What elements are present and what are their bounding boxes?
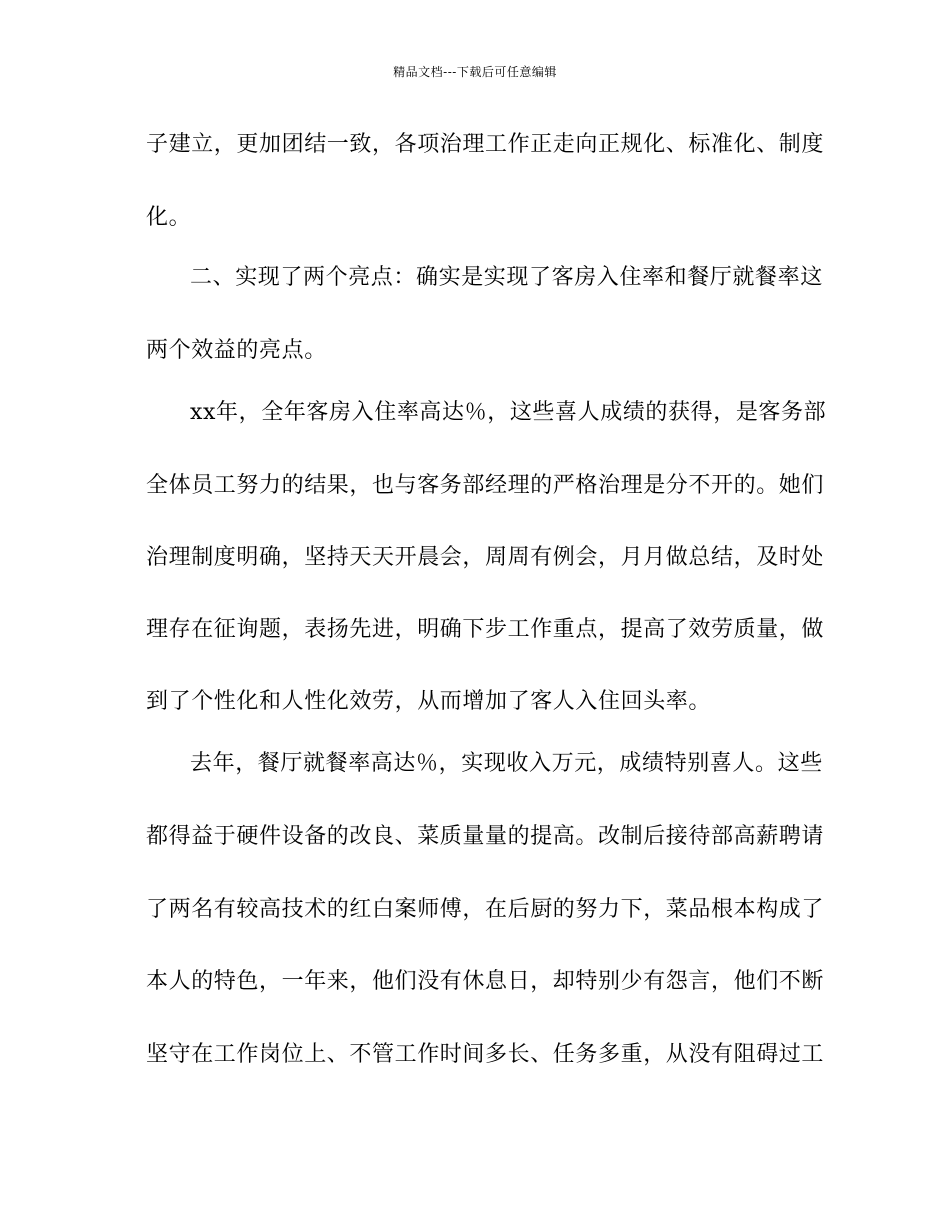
page-header: 精品文档---下载后可任意编辑 [393,65,557,79]
text-line: 坚守在工作岗位上、不管工作时间多长、任务多重，从没有阻碍过工 [146,1042,825,1067]
text-line: 到了个性化和人性化效劳，从而增加了客人入住回头率。 [146,689,712,714]
text-line: 了两名有较高技术的红白案师傅，在后厨的努力下，菜品根本构成了 [146,897,825,922]
text-line: 化。 [146,205,192,230]
text-line: 全体员工努力的结果，也与客务部经理的严格治理是分不开的。她们 [146,473,825,498]
text-line: 子建立，更加团结一致，各项治理工作正走向正规化、标准化、制度 [146,132,825,157]
text-line: 都得益于硬件设备的改良、菜质量量的提高。改制后接待部高薪聘请 [146,824,825,849]
text-line: 二、实现了两个亮点：确实是实现了客房入住率和餐厅就餐率这 [190,265,823,290]
text-line: 两个效益的亮点。 [146,338,327,363]
text-line: xx年，全年客房入住率高达％，这些喜人成绩的获得，是客务部 [190,400,827,425]
text-line: 去年，餐厅就餐率高达％，实现收入万元，成绩特别喜人。这些 [190,751,823,776]
text-line: 本人的特色，一年来，他们没有休息日，却特别少有怨言，他们不断 [146,969,825,994]
text-line: 治理制度明确，坚持天天开晨会，周周有例会，月月做总结，及时处 [146,545,825,570]
text-line: 理存在征询题，表扬先进，明确下步工作重点，提高了效劳质量，做 [146,617,825,642]
